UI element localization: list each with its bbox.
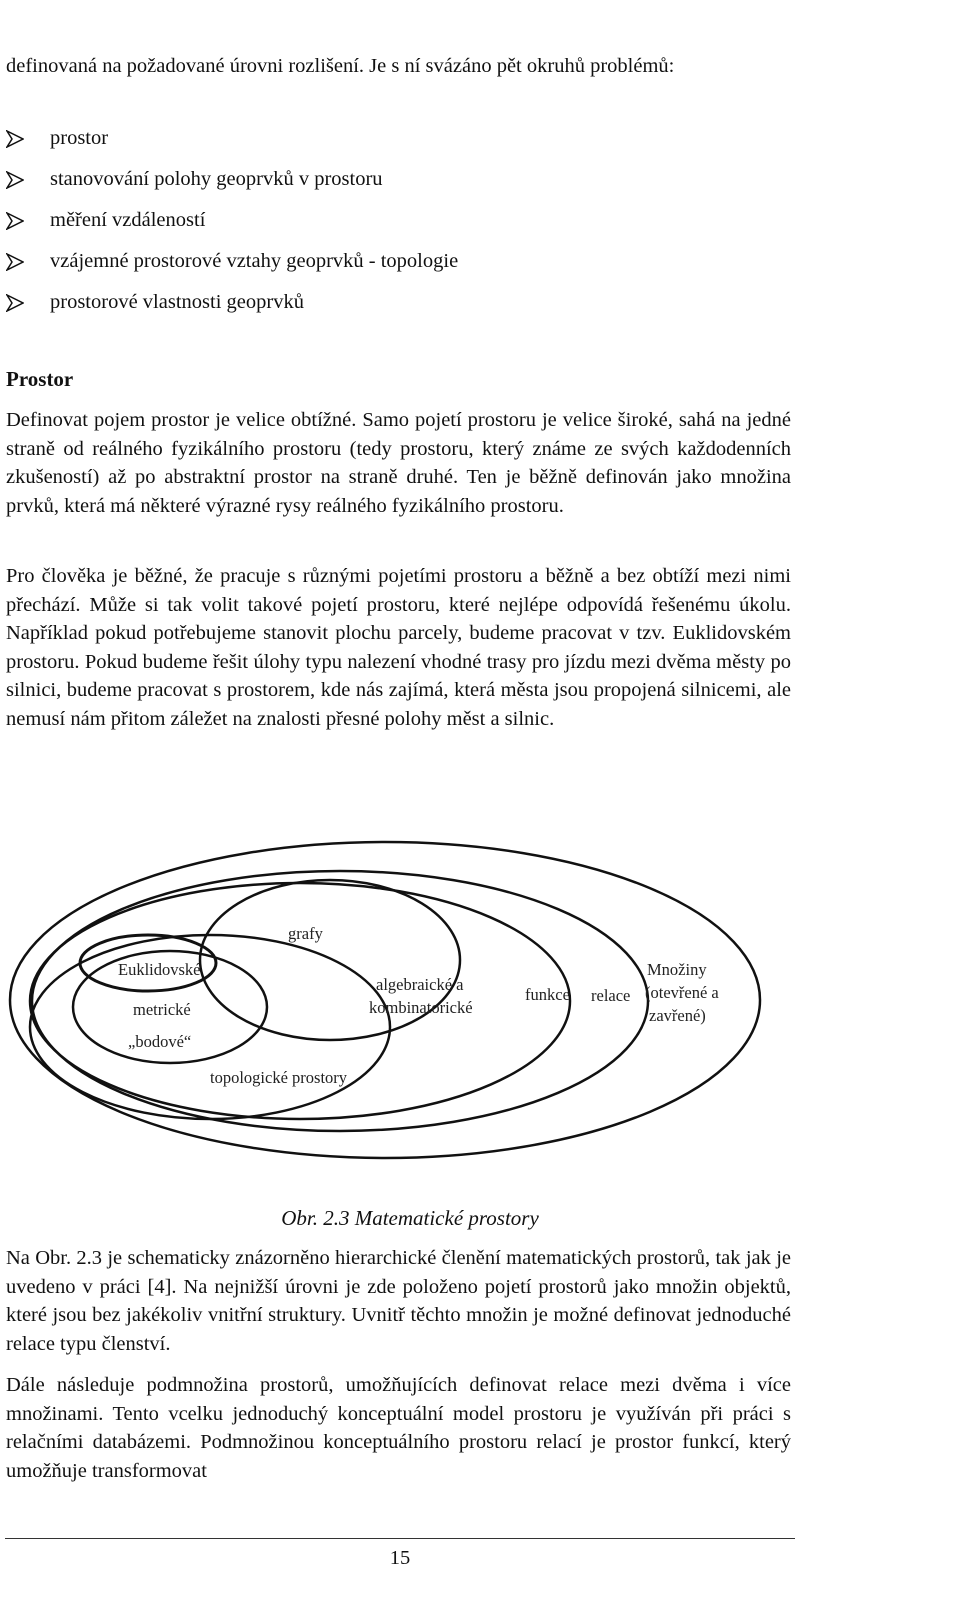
label-topologicke-prostory: topologické prostory: [210, 1068, 348, 1087]
label-funkce: funkce: [525, 985, 570, 1004]
label-mnoziny: Množiny: [647, 960, 707, 979]
body-paragraph: Dále následuje podmnožina prostorů, umožňujících definovat relace mezi dvěma i více množinami. Tento vcelku jednoduchý konceptuální model prostoru je využíván při práci s relačními databázemi. Podmnožinou konceptuálního prostoru relací je prostor funkcí, který umožňuje transformovat: [6, 1374, 791, 1482]
list-item-text: měření vzdáleností: [50, 209, 206, 231]
label-zavrene: zavřené): [649, 1006, 706, 1025]
arrowhead-bullet-icon: [6, 294, 24, 312]
math-spaces-diagram: [0, 805, 800, 1185]
section-heading: Prostor: [6, 367, 74, 391]
list-item: [6, 118, 458, 159]
list-item-text: prostor: [50, 127, 109, 149]
body-paragraph: Definovat pojem prostor je velice obtížné. Samo pojetí prostoru je velice široké, sahá na jedné straně od reálného fyzikálního prostoru (tedy prostoru, který známe ze svých každodenních zkušeností) až po abstraktní prostor na straně druhé. Ten je běžně definován jako množina prvků, která má některé výrazné rysy reálného fyzikálního prostoru.: [6, 409, 791, 517]
list-item: [6, 241, 458, 282]
label-bodove: „bodové“: [128, 1032, 192, 1051]
arrowhead-bullet-icon: [6, 171, 24, 189]
page-number: 15: [389, 1547, 411, 1569]
list-item-text: prostorové vlastnosti geoprvků: [50, 291, 304, 313]
figure-caption: Obr. 2.3 Matematické prostory: [281, 1206, 539, 1230]
label-grafy: grafy: [288, 924, 323, 943]
topological-spaces-ellipse: [30, 935, 390, 1119]
list-item: [6, 200, 458, 241]
label-otevrene: (otevřené a: [645, 983, 719, 1002]
list-item: [6, 159, 458, 200]
label-kombinatoricke: kombinatorické: [369, 998, 473, 1017]
topic-list: [6, 118, 458, 323]
list-item-text: stanovování polohy geoprvků v prostoru: [50, 168, 383, 190]
list-item-text: vzájemné prostorové vztahy geoprvků - topologie: [50, 250, 459, 272]
arrowhead-bullet-icon: [6, 212, 24, 230]
label-metricke: metrické: [133, 1000, 191, 1019]
label-relace: relace: [591, 986, 631, 1005]
label-euklidovske: Euklidovské: [118, 960, 201, 979]
body-paragraph: Na Obr. 2.3 je schematicky znázorněno hierarchické členění matematických prostorů, tak jak je uvedeno v práci [4]. Na nejnižší úrovni je zde položeno pojetí prostorů jako množin objektů, které jsou bez jakékoliv vnitřní struktury. Uvnitř těchto množin je možné definovat jednoduché relace typu členství.: [6, 1247, 791, 1355]
label-algebraicke: algebraické a: [376, 975, 464, 994]
intro-paragraph: definovaná na požadované úrovni rozlišení. Je s ní svázáno pět okruhů problémů:: [6, 55, 675, 77]
arrowhead-bullet-icon: [6, 253, 24, 271]
list-item: [6, 282, 458, 323]
arrowhead-bullet-icon: [6, 130, 24, 148]
body-paragraph: Pro člověka je běžné, že pracuje s různými pojetími prostoru a běžně a bez obtíží mezi nimi přechází. Může si tak volit takové pojetí prostoru, které nejlépe odpovídá řešenému úkolu. Například pokud potřebujeme stanovit plochu parcely, budeme pracovat v tzv. Euklidovském prostoru. Pokud budeme řešit úlohy typu nalezení vhodné trasy pro jízdu mezi dvěma městy po silnici, budeme pracovat s prostorem, kde nás zajímá, která města jsou propojená silnicemi, ale nemusí nám přitom záležet na znalosti přesné polohy měst a silnic.: [6, 565, 791, 730]
footer-divider: [5, 1538, 795, 1539]
